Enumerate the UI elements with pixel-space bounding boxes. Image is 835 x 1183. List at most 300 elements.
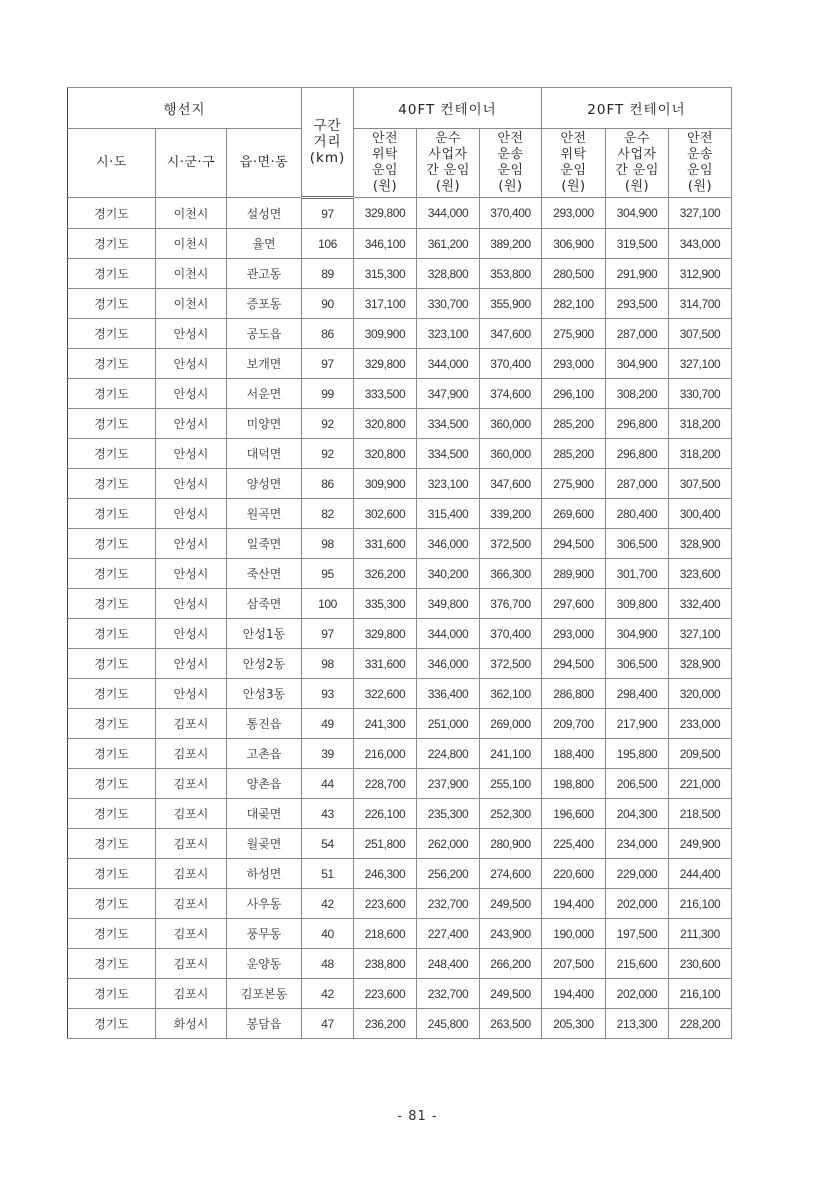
eupmyeondong-cell: 김포본동 bbox=[227, 979, 302, 1009]
header-line: (원) bbox=[372, 179, 398, 194]
rate-40ft-safety-transport: 249,500 bbox=[480, 979, 542, 1009]
rate-40ft-safety-transport: 269,000 bbox=[480, 709, 542, 739]
header-line: (원) bbox=[498, 179, 523, 194]
header-line: 운임 bbox=[371, 163, 399, 178]
rate-40ft-safety-consign: 309,900 bbox=[354, 319, 417, 349]
sigungu-cell: 김포시 bbox=[156, 769, 227, 799]
header-line: 운임 bbox=[560, 163, 587, 178]
distance-cell: 86 bbox=[302, 469, 354, 499]
rate-20ft-safety-transport: 249,900 bbox=[669, 829, 732, 859]
header-line: 위탁 bbox=[560, 147, 587, 162]
rate-20ft-carrier-between: 215,600 bbox=[606, 949, 669, 979]
distance-cell: 51 bbox=[302, 859, 354, 889]
rate-40ft-safety-consign: 335,300 bbox=[354, 589, 417, 619]
sido-cell: 경기도 bbox=[68, 229, 156, 259]
rate-20ft-carrier-between: 291,900 bbox=[606, 259, 669, 289]
rate-40ft-carrier-between: 248,400 bbox=[417, 949, 480, 979]
rate-20ft-carrier-between: 280,400 bbox=[606, 499, 669, 529]
rate-40ft-safety-consign: 320,800 bbox=[354, 439, 417, 469]
header-line: 운송 bbox=[497, 147, 524, 162]
table-row bbox=[68, 979, 732, 1009]
sido-cell: 경기도 bbox=[68, 769, 156, 799]
rate-40ft-carrier-between: 224,800 bbox=[417, 739, 480, 769]
sido-cell: 경기도 bbox=[68, 949, 156, 979]
distance-header-line: 구간 bbox=[313, 118, 342, 134]
rate-20ft-safety-consign: 275,900 bbox=[542, 319, 606, 349]
rate-20ft-carrier-between: 213,300 bbox=[606, 1009, 669, 1039]
table-row bbox=[68, 529, 732, 559]
rate-20ft-safety-transport: 230,600 bbox=[669, 949, 732, 979]
table-row bbox=[68, 469, 732, 499]
header-line: 운수 bbox=[434, 131, 462, 146]
rate-20ft-carrier-between: 296,800 bbox=[606, 409, 669, 439]
rate-40ft-safety-consign: 329,800 bbox=[354, 619, 417, 649]
sigungu-cell: 김포시 bbox=[156, 859, 227, 889]
rate-40ft-safety-consign: 226,100 bbox=[354, 799, 417, 829]
table-row bbox=[68, 439, 732, 469]
rate-20ft-safety-transport: 216,100 bbox=[669, 889, 732, 919]
distance-cell: 89 bbox=[302, 259, 354, 289]
sido-cell: 경기도 bbox=[68, 649, 156, 679]
header-40ft-safety-transport bbox=[480, 129, 542, 198]
rate-40ft-safety-transport: 249,500 bbox=[480, 889, 542, 919]
table-row bbox=[68, 679, 732, 709]
header-40ft-safety-consign bbox=[354, 129, 417, 198]
distance-cell: 92 bbox=[302, 439, 354, 469]
rate-20ft-carrier-between: 304,900 bbox=[606, 349, 669, 379]
sido-cell: 경기도 bbox=[68, 319, 156, 349]
distance-cell: 44 bbox=[302, 769, 354, 799]
eupmyeondong-cell: 하성면 bbox=[227, 859, 302, 889]
sigungu-cell: 김포시 bbox=[156, 709, 227, 739]
rate-40ft-safety-transport: 255,100 bbox=[480, 769, 542, 799]
distance-cell: 43 bbox=[302, 799, 354, 829]
eupmyeondong-cell: 서운면 bbox=[227, 379, 302, 409]
rate-40ft-carrier-between: 361,200 bbox=[417, 229, 480, 259]
distance-cell: 48 bbox=[302, 949, 354, 979]
rate-40ft-safety-transport: 376,700 bbox=[480, 589, 542, 619]
rate-40ft-safety-consign: 223,600 bbox=[354, 889, 417, 919]
rate-20ft-carrier-between: 202,000 bbox=[606, 979, 669, 1009]
header-20ft-safety-transport bbox=[669, 129, 732, 198]
sido-cell: 경기도 bbox=[68, 559, 156, 589]
rate-20ft-carrier-between: 287,000 bbox=[606, 319, 669, 349]
table-body bbox=[68, 198, 732, 1039]
rate-20ft-carrier-between: 306,500 bbox=[606, 649, 669, 679]
sido-cell: 경기도 bbox=[68, 919, 156, 949]
eupmyeondong-cell: 고촌읍 bbox=[227, 739, 302, 769]
rate-40ft-safety-consign: 331,600 bbox=[354, 529, 417, 559]
sido-header: 시·도 bbox=[68, 129, 156, 198]
rate-40ft-safety-consign: 329,800 bbox=[354, 198, 417, 229]
rate-20ft-safety-transport: 216,100 bbox=[669, 979, 732, 1009]
rate-40ft-carrier-between: 256,200 bbox=[417, 859, 480, 889]
table-row bbox=[68, 769, 732, 799]
sigungu-cell: 안성시 bbox=[156, 379, 227, 409]
distance-cell: 39 bbox=[302, 739, 354, 769]
rate-20ft-safety-transport: 314,700 bbox=[669, 289, 732, 319]
rate-40ft-carrier-between: 251,000 bbox=[417, 709, 480, 739]
eupmyeondong-cell: 원곡면 bbox=[227, 499, 302, 529]
rate-40ft-safety-consign: 317,100 bbox=[354, 289, 417, 319]
rate-40ft-safety-transport: 370,400 bbox=[480, 349, 542, 379]
rate-20ft-safety-transport: 318,200 bbox=[669, 409, 732, 439]
sido-cell: 경기도 bbox=[68, 379, 156, 409]
sigungu-cell: 김포시 bbox=[156, 739, 227, 769]
rate-20ft-safety-consign: 280,500 bbox=[542, 259, 606, 289]
eupmyeondong-cell: 사우동 bbox=[227, 889, 302, 919]
table-row bbox=[68, 709, 732, 739]
header-line: 안전 bbox=[371, 131, 399, 146]
table-row bbox=[68, 949, 732, 979]
rate-20ft-safety-transport: 323,600 bbox=[669, 559, 732, 589]
rate-40ft-safety-consign: 326,200 bbox=[354, 559, 417, 589]
rate-40ft-safety-transport: 353,800 bbox=[480, 259, 542, 289]
distance-cell: 40 bbox=[302, 919, 354, 949]
distance-cell: 47 bbox=[302, 1009, 354, 1039]
rate-40ft-safety-transport: 370,400 bbox=[480, 619, 542, 649]
distance-header-line: 거리 bbox=[313, 134, 342, 150]
table-row bbox=[68, 289, 732, 319]
rate-40ft-safety-transport: 360,000 bbox=[480, 439, 542, 469]
rate-40ft-safety-transport: 280,900 bbox=[480, 829, 542, 859]
eupmyeondong-cell: 공도읍 bbox=[227, 319, 302, 349]
rate-40ft-carrier-between: 344,000 bbox=[417, 349, 480, 379]
rate-20ft-safety-consign: 196,600 bbox=[542, 799, 606, 829]
rate-20ft-safety-transport: 233,000 bbox=[669, 709, 732, 739]
rate-20ft-carrier-between: 306,500 bbox=[606, 529, 669, 559]
rate-40ft-carrier-between: 336,400 bbox=[417, 679, 480, 709]
rate-40ft-safety-transport: 252,300 bbox=[480, 799, 542, 829]
rate-20ft-carrier-between: 304,900 bbox=[606, 198, 669, 229]
group-20ft-header: 20FT 컨테이너 bbox=[542, 88, 732, 129]
rate-20ft-safety-transport: 307,500 bbox=[669, 469, 732, 499]
table-row bbox=[68, 829, 732, 859]
header-line: (원) bbox=[687, 179, 713, 194]
rate-40ft-carrier-between: 235,300 bbox=[417, 799, 480, 829]
sigungu-cell: 이천시 bbox=[156, 259, 227, 289]
distance-cell: 42 bbox=[302, 979, 354, 1009]
rate-40ft-carrier-between: 232,700 bbox=[417, 979, 480, 1009]
rate-40ft-carrier-between: 340,200 bbox=[417, 559, 480, 589]
eupmyeondong-cell: 대덕면 bbox=[227, 439, 302, 469]
sido-cell: 경기도 bbox=[68, 259, 156, 289]
eupmyeondong-cell: 안성3동 bbox=[227, 679, 302, 709]
rate-40ft-carrier-between: 227,400 bbox=[417, 919, 480, 949]
eupmyeondong-cell: 안성2동 bbox=[227, 649, 302, 679]
sido-cell: 경기도 bbox=[68, 529, 156, 559]
rate-40ft-safety-transport: 241,100 bbox=[480, 739, 542, 769]
distance-header bbox=[302, 88, 354, 198]
rate-20ft-safety-consign: 269,600 bbox=[542, 499, 606, 529]
distance-cell: 100 bbox=[302, 589, 354, 619]
sido-cell: 경기도 bbox=[68, 439, 156, 469]
sigungu-cell: 김포시 bbox=[156, 919, 227, 949]
header-line: 사업자 bbox=[617, 147, 657, 162]
table-row bbox=[68, 259, 732, 289]
sido-cell: 경기도 bbox=[68, 349, 156, 379]
header-20ft-carrier-between bbox=[606, 129, 669, 198]
sido-cell: 경기도 bbox=[68, 859, 156, 889]
header-40ft-carrier-between bbox=[417, 129, 480, 198]
sigungu-cell: 김포시 bbox=[156, 979, 227, 1009]
rate-20ft-safety-consign: 285,200 bbox=[542, 409, 606, 439]
sido-cell: 경기도 bbox=[68, 469, 156, 499]
rate-40ft-carrier-between: 344,000 bbox=[417, 198, 480, 229]
header-line: (원) bbox=[624, 179, 650, 194]
sido-cell: 경기도 bbox=[68, 499, 156, 529]
rate-20ft-safety-consign: 194,400 bbox=[542, 979, 606, 1009]
sigungu-cell: 안성시 bbox=[156, 409, 227, 439]
header-line: 간 운임 bbox=[426, 163, 470, 178]
sigungu-cell: 안성시 bbox=[156, 349, 227, 379]
eupmyeondong-cell: 월곶면 bbox=[227, 829, 302, 859]
rate-40ft-carrier-between: 349,800 bbox=[417, 589, 480, 619]
page-number: - 81 - bbox=[397, 1109, 438, 1124]
sigungu-cell: 김포시 bbox=[156, 799, 227, 829]
rate-20ft-safety-consign: 306,900 bbox=[542, 229, 606, 259]
sido-cell: 경기도 bbox=[68, 979, 156, 1009]
table-header bbox=[68, 88, 732, 198]
rate-40ft-safety-transport: 362,100 bbox=[480, 679, 542, 709]
distance-cell: 99 bbox=[302, 379, 354, 409]
rate-20ft-safety-consign: 285,200 bbox=[542, 439, 606, 469]
rate-20ft-safety-transport: 244,400 bbox=[669, 859, 732, 889]
rate-20ft-safety-transport: 307,500 bbox=[669, 319, 732, 349]
table-row bbox=[68, 198, 732, 229]
rate-20ft-safety-consign: 293,000 bbox=[542, 198, 606, 229]
header-line: (원) bbox=[435, 179, 461, 194]
rate-20ft-carrier-between: 298,400 bbox=[606, 679, 669, 709]
rate-20ft-carrier-between: 301,700 bbox=[606, 559, 669, 589]
sigungu-cell: 안성시 bbox=[156, 649, 227, 679]
rate-20ft-safety-consign: 220,600 bbox=[542, 859, 606, 889]
sido-cell: 경기도 bbox=[68, 709, 156, 739]
rate-20ft-safety-transport: 300,400 bbox=[669, 499, 732, 529]
rate-40ft-safety-transport: 372,500 bbox=[480, 529, 542, 559]
eupmyeondong-cell: 율면 bbox=[227, 229, 302, 259]
rate-40ft-safety-transport: 366,300 bbox=[480, 559, 542, 589]
rate-20ft-carrier-between: 202,000 bbox=[606, 889, 669, 919]
header-line: 안전 bbox=[497, 131, 524, 146]
table-row bbox=[68, 409, 732, 439]
eupmyeondong-cell: 설성면 bbox=[227, 198, 302, 229]
header-line: 위탁 bbox=[371, 147, 399, 162]
sido-cell: 경기도 bbox=[68, 409, 156, 439]
rate-20ft-safety-consign: 294,500 bbox=[542, 649, 606, 679]
sigungu-cell: 안성시 bbox=[156, 469, 227, 499]
rate-20ft-safety-transport: 327,100 bbox=[669, 198, 732, 229]
rate-40ft-carrier-between: 232,700 bbox=[417, 889, 480, 919]
distance-cell: 93 bbox=[302, 679, 354, 709]
rate-20ft-safety-consign: 282,100 bbox=[542, 289, 606, 319]
rate-40ft-safety-consign: 333,500 bbox=[354, 379, 417, 409]
rate-20ft-safety-consign: 275,900 bbox=[542, 469, 606, 499]
table-row bbox=[68, 799, 732, 829]
eupmyeondong-cell: 미양면 bbox=[227, 409, 302, 439]
rate-40ft-safety-consign: 228,700 bbox=[354, 769, 417, 799]
header-20ft-safety-consign bbox=[542, 129, 606, 198]
sigungu-cell: 김포시 bbox=[156, 949, 227, 979]
rate-40ft-carrier-between: 245,800 bbox=[417, 1009, 480, 1039]
sigungu-cell: 안성시 bbox=[156, 319, 227, 349]
distance-cell: 95 bbox=[302, 559, 354, 589]
rate-20ft-safety-consign: 297,600 bbox=[542, 589, 606, 619]
rate-20ft-safety-consign: 205,300 bbox=[542, 1009, 606, 1039]
distance-cell: 92 bbox=[302, 409, 354, 439]
rate-40ft-carrier-between: 334,500 bbox=[417, 409, 480, 439]
eupmyeondong-cell: 보개면 bbox=[227, 349, 302, 379]
header-line: 사업자 bbox=[428, 147, 468, 162]
eupmyeondong-cell: 관고동 bbox=[227, 259, 302, 289]
rate-40ft-carrier-between: 315,400 bbox=[417, 499, 480, 529]
sido-cell: 경기도 bbox=[68, 679, 156, 709]
rate-20ft-safety-consign: 294,500 bbox=[542, 529, 606, 559]
table-row bbox=[68, 859, 732, 889]
sido-cell: 경기도 bbox=[68, 739, 156, 769]
rate-20ft-carrier-between: 206,500 bbox=[606, 769, 669, 799]
rate-20ft-safety-consign: 198,800 bbox=[542, 769, 606, 799]
eupmyeondong-cell: 봉담읍 bbox=[227, 1009, 302, 1039]
table-row bbox=[68, 559, 732, 589]
distance-cell: 49 bbox=[302, 709, 354, 739]
header-line: (원) bbox=[561, 179, 586, 194]
rate-40ft-safety-transport: 274,600 bbox=[480, 859, 542, 889]
rate-20ft-safety-transport: 211,300 bbox=[669, 919, 732, 949]
rate-20ft-safety-consign: 293,000 bbox=[542, 349, 606, 379]
distance-cell: 54 bbox=[302, 829, 354, 859]
rate-40ft-safety-consign: 246,300 bbox=[354, 859, 417, 889]
table-row bbox=[68, 589, 732, 619]
sigungu-cell: 안성시 bbox=[156, 679, 227, 709]
distance-cell: 90 bbox=[302, 289, 354, 319]
header-line: 운송 bbox=[686, 147, 714, 162]
rate-40ft-safety-consign: 216,000 bbox=[354, 739, 417, 769]
rate-40ft-safety-transport: 374,600 bbox=[480, 379, 542, 409]
destination-group-header: 행선지 bbox=[68, 88, 302, 129]
rate-20ft-safety-transport: 330,700 bbox=[669, 379, 732, 409]
rate-20ft-carrier-between: 287,000 bbox=[606, 469, 669, 499]
table-row bbox=[68, 319, 732, 349]
rate-40ft-safety-consign: 320,800 bbox=[354, 409, 417, 439]
sido-cell: 경기도 bbox=[68, 289, 156, 319]
eupmyeondong-cell: 양촌읍 bbox=[227, 769, 302, 799]
sigungu-cell: 안성시 bbox=[156, 499, 227, 529]
rate-20ft-carrier-between: 309,800 bbox=[606, 589, 669, 619]
rate-40ft-safety-consign: 322,600 bbox=[354, 679, 417, 709]
distance-cell: 86 bbox=[302, 319, 354, 349]
rate-40ft-carrier-between: 262,000 bbox=[417, 829, 480, 859]
rate-20ft-carrier-between: 234,000 bbox=[606, 829, 669, 859]
sido-cell: 경기도 bbox=[68, 799, 156, 829]
rate-40ft-safety-consign: 223,600 bbox=[354, 979, 417, 1009]
rate-20ft-carrier-between: 304,900 bbox=[606, 619, 669, 649]
sido-cell: 경기도 bbox=[68, 619, 156, 649]
eupmyeondong-cell: 안성1동 bbox=[227, 619, 302, 649]
rate-20ft-carrier-between: 217,900 bbox=[606, 709, 669, 739]
rate-40ft-safety-transport: 266,200 bbox=[480, 949, 542, 979]
rate-20ft-safety-consign: 296,100 bbox=[542, 379, 606, 409]
sigungu-cell: 이천시 bbox=[156, 198, 227, 229]
rate-40ft-carrier-between: 346,000 bbox=[417, 529, 480, 559]
rate-20ft-carrier-between: 296,800 bbox=[606, 439, 669, 469]
rate-20ft-safety-consign: 194,400 bbox=[542, 889, 606, 919]
eupmyeondong-cell: 증포동 bbox=[227, 289, 302, 319]
rate-40ft-safety-transport: 372,500 bbox=[480, 649, 542, 679]
distance-header-unit: (km) bbox=[309, 150, 346, 166]
rate-20ft-carrier-between: 204,300 bbox=[606, 799, 669, 829]
eupmyeondong-cell: 풍무동 bbox=[227, 919, 302, 949]
table-row bbox=[68, 739, 732, 769]
sigungu-cell: 안성시 bbox=[156, 529, 227, 559]
sigungu-cell: 안성시 bbox=[156, 589, 227, 619]
rate-40ft-safety-consign: 218,600 bbox=[354, 919, 417, 949]
rate-20ft-safety-consign: 289,900 bbox=[542, 559, 606, 589]
table-row bbox=[68, 649, 732, 679]
eupmyeondong-cell: 삼죽면 bbox=[227, 589, 302, 619]
distance-cell: 82 bbox=[302, 499, 354, 529]
rate-40ft-safety-consign: 331,600 bbox=[354, 649, 417, 679]
distance-cell: 97 bbox=[302, 619, 354, 649]
rate-40ft-carrier-between: 323,100 bbox=[417, 469, 480, 499]
rate-20ft-carrier-between: 308,200 bbox=[606, 379, 669, 409]
eupmyeondong-cell: 통진읍 bbox=[227, 709, 302, 739]
table-row bbox=[68, 1009, 732, 1039]
rate-40ft-safety-transport: 360,000 bbox=[480, 409, 542, 439]
table-row bbox=[68, 889, 732, 919]
rate-20ft-carrier-between: 229,000 bbox=[606, 859, 669, 889]
rate-20ft-safety-transport: 318,200 bbox=[669, 439, 732, 469]
eupmyeondong-cell: 대곶면 bbox=[227, 799, 302, 829]
header-line: 간 운임 bbox=[615, 163, 659, 178]
rate-40ft-safety-transport: 389,200 bbox=[480, 229, 542, 259]
rate-40ft-safety-consign: 302,600 bbox=[354, 499, 417, 529]
rate-40ft-safety-transport: 263,500 bbox=[480, 1009, 542, 1039]
eupmyeondong-cell: 죽산면 bbox=[227, 559, 302, 589]
rate-20ft-safety-transport: 327,100 bbox=[669, 619, 732, 649]
rate-20ft-safety-consign: 188,400 bbox=[542, 739, 606, 769]
rate-40ft-carrier-between: 328,800 bbox=[417, 259, 480, 289]
rate-20ft-safety-consign: 209,700 bbox=[542, 709, 606, 739]
header-line: 운임 bbox=[497, 163, 524, 178]
rate-20ft-safety-consign: 286,800 bbox=[542, 679, 606, 709]
table-row bbox=[68, 499, 732, 529]
rate-40ft-safety-consign: 346,100 bbox=[354, 229, 417, 259]
rate-40ft-safety-transport: 355,900 bbox=[480, 289, 542, 319]
sigungu-cell: 안성시 bbox=[156, 559, 227, 589]
rate-40ft-safety-consign: 329,800 bbox=[354, 349, 417, 379]
rate-20ft-safety-consign: 207,500 bbox=[542, 949, 606, 979]
rate-40ft-safety-transport: 339,200 bbox=[480, 499, 542, 529]
rate-40ft-carrier-between: 334,500 bbox=[417, 439, 480, 469]
table-row bbox=[68, 379, 732, 409]
sigungu-cell: 김포시 bbox=[156, 829, 227, 859]
rate-40ft-safety-transport: 347,600 bbox=[480, 319, 542, 349]
rate-40ft-safety-transport: 243,900 bbox=[480, 919, 542, 949]
rate-40ft-safety-consign: 309,900 bbox=[354, 469, 417, 499]
table-row bbox=[68, 349, 732, 379]
sido-cell: 경기도 bbox=[68, 589, 156, 619]
rate-40ft-safety-consign: 251,800 bbox=[354, 829, 417, 859]
distance-cell: 97 bbox=[302, 198, 354, 229]
sigungu-cell: 안성시 bbox=[156, 439, 227, 469]
eupmyeondong-cell: 일죽면 bbox=[227, 529, 302, 559]
distance-cell: 106 bbox=[302, 229, 354, 259]
rate-20ft-safety-transport: 343,000 bbox=[669, 229, 732, 259]
rate-40ft-safety-consign: 238,800 bbox=[354, 949, 417, 979]
header-line: 운임 bbox=[686, 163, 714, 178]
rate-20ft-safety-consign: 225,400 bbox=[542, 829, 606, 859]
